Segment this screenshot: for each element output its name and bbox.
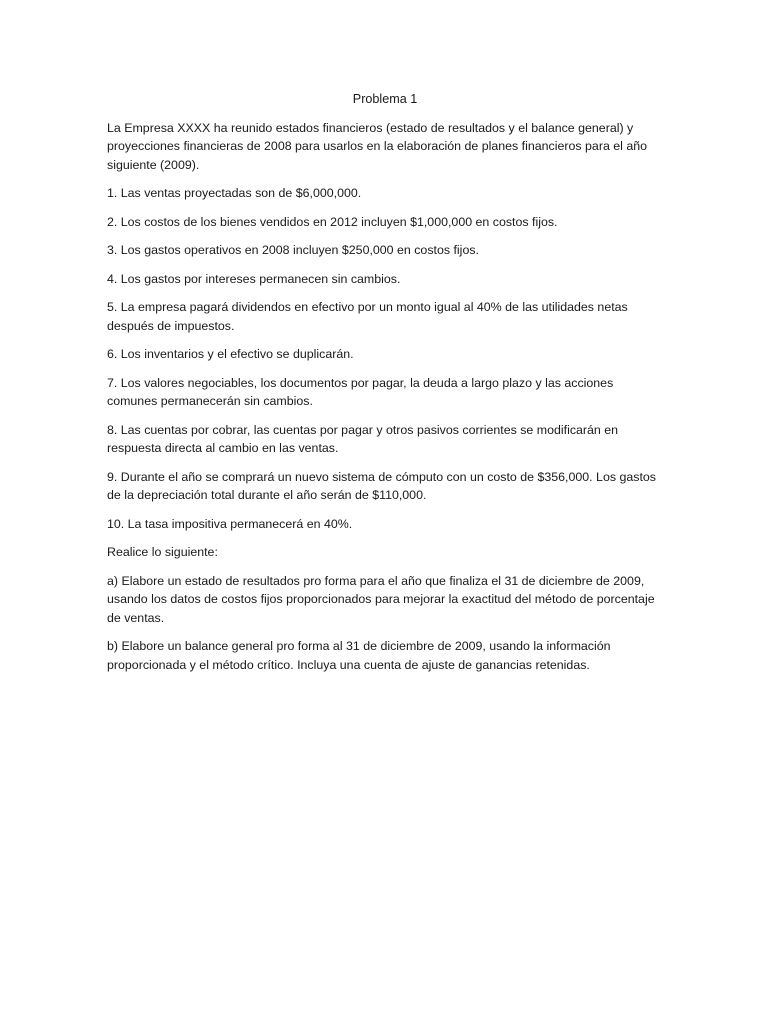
list-item-3: 3. Los gastos operativos en 2008 incluyen $250,000 en costos fijos.	[107, 243, 479, 257]
list-item-8: 8. Las cuentas por cobrar, las cuentas por pagar y otros pasivos corrientes se modificarán en respuesta directa al cambio en las ventas.	[107, 422, 619, 455]
instruction-text: Realice lo siguiente:	[107, 545, 218, 559]
list-item-5: 5. La empresa pagará dividendos en efectivo por un monto igual al 40% de las utilidades netas después de impuestos.	[107, 300, 628, 333]
list-item-10: 10. La tasa impositiva permanecerá en 40%.	[107, 516, 353, 531]
document-title: Problema 1	[352, 92, 418, 106]
list-item-7: 7. Los valores negociables, los documentos por pagar, la deuda a largo plazo y las acciones comunes permanecerán sin cambios.	[107, 375, 614, 408]
list-item-2: 2. Los costos de los bienes vendidos en 2012 incluyen $1,000,000 en costos fijos.	[107, 214, 558, 229]
task-b: b) Elabore un balance general pro forma al 31 de diciembre de 2009, usando la información proporcionada y el método crítico. Incluya una cuenta de ajuste de ganancias retenidas.	[107, 639, 611, 672]
intro-paragraph: La Empresa XXXX ha reunido estados financieros (estado de resultados y el balance general) y proyecciones financieras de 2008 para usarlos en la elaboración de planes financieros para el año siguiente (2009).	[107, 120, 648, 172]
list-item-9: 9. Durante el año se comprará un nuevo sistema de cómputo con un costo de $356,000. Los gastos de la depreciación total durante el año serán de $110,000.	[107, 469, 656, 502]
list-item-6: 6. Los inventarios y el efectivo se duplicarán.	[107, 347, 354, 361]
task-a: a) Elabore un estado de resultados pro forma para el año que finaliza el 31 de diciembre de 2009, usando los datos de costos fijos proporcionados para mejorar la exactitud del método de porcentaje de ventas.	[107, 573, 655, 625]
list-item-1: 1. Las ventas proyectadas son de $6,000,000.	[107, 186, 362, 200]
document-page	[107, 90, 663, 684]
list-item-4: 4. Los gastos por intereses permanecen sin cambios.	[107, 271, 401, 286]
